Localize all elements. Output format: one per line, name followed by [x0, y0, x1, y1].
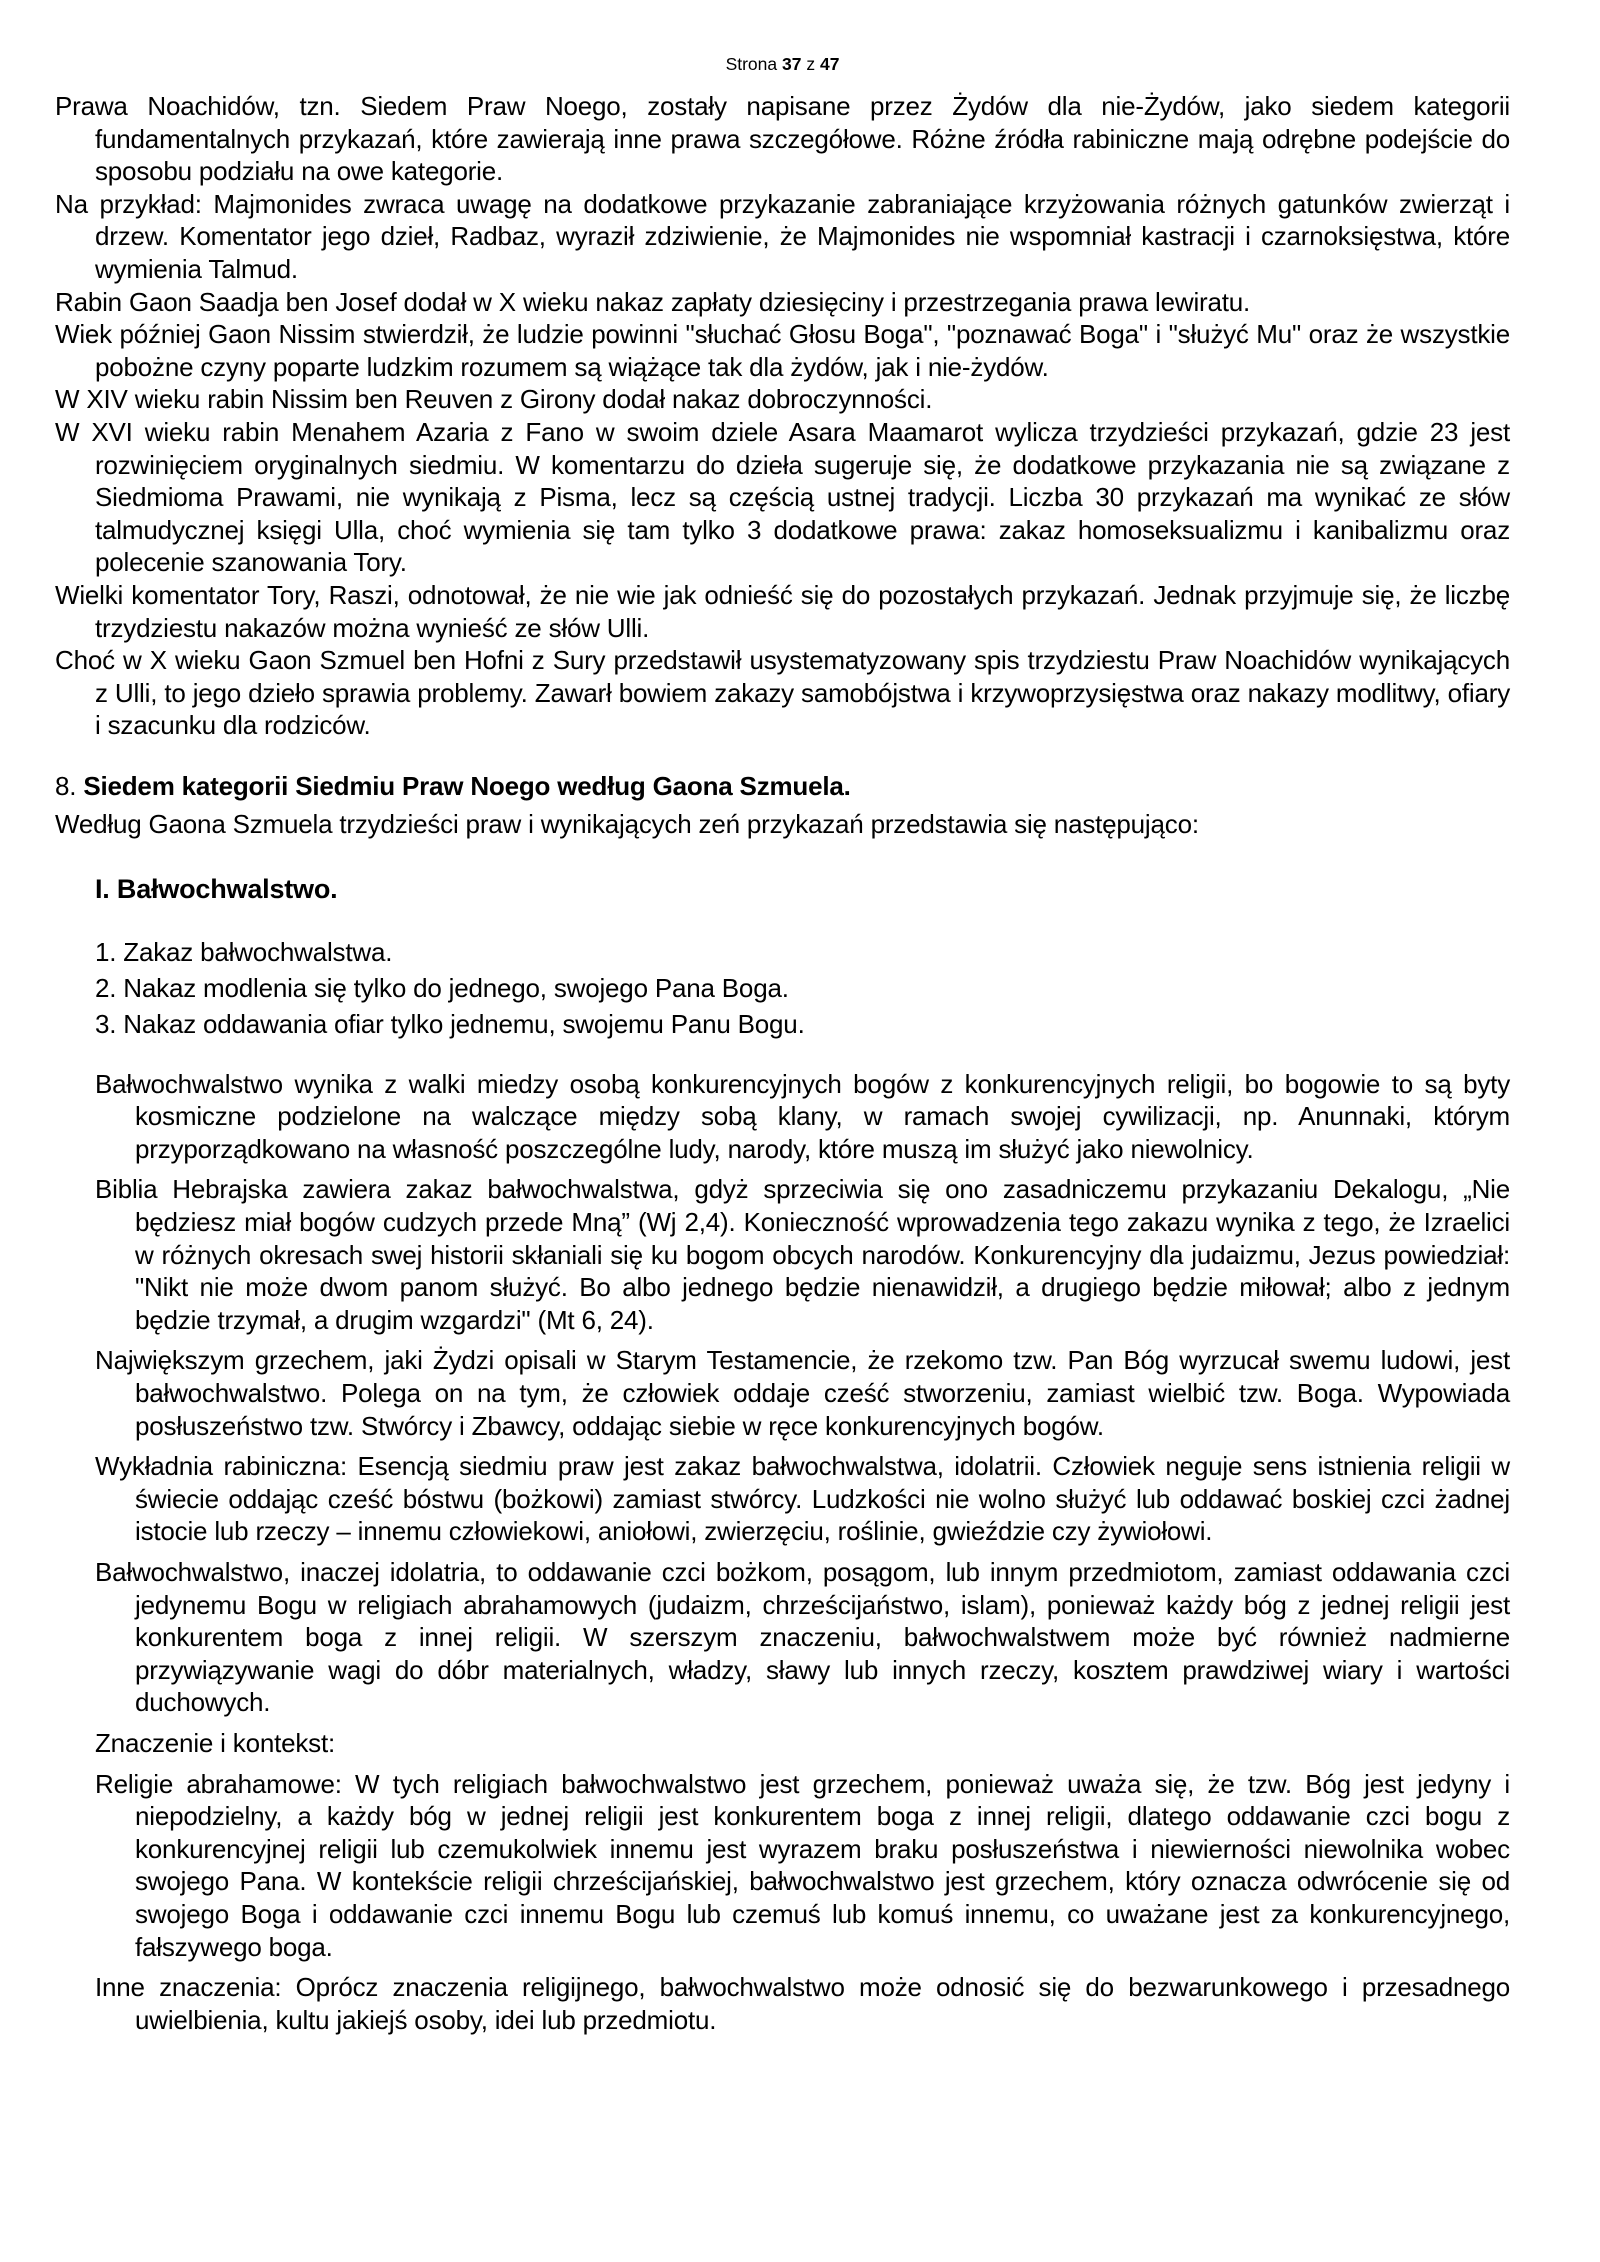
document-body — [55, 90, 1510, 2036]
section-heading — [55, 770, 1510, 803]
rule-item: 2. Nakaz modlenia się tylko do jednego, swojego Pana Boga. — [95, 972, 789, 1003]
intro-paragraph: Rabin Gaon Saadja ben Josef dodał w X wieku nakaz zapłaty dziesięciny i przestrzegania prawa lewiratu. — [55, 286, 1251, 317]
intro-paragraph: Na przykład: Majmonides zwraca uwagę na dodatkowe przykazanie zabraniające krzyżowania różnych gatunków zwierząt i drzew. Komentator jego dzieł, Radbaz, wyraził zdziwienie, że Majmonides nie wspomniał kastracji i czarnoksięstwa, które wymienia Talmud. — [55, 188, 1510, 284]
page-number: 37 — [782, 54, 802, 74]
page-header-prefix: Strona — [725, 54, 778, 74]
rule-item: 1. Zakaz bałwochwalstwa. — [95, 936, 393, 967]
intro-paragraph: W XVI wieku rabin Menahem Azaria z Fano w swoim dziele Asara Maamarot wylicza trzydzieści przykazań, gdzie 23 jest rozwinięciem oryginalnych siedmiu. W komentarzu do dzieła sugeruje się, że dodatkowe przykazania nie są związane z Siedmioma Prawami, nie wynikają z Pisma, lecz są częścią ustnej tradycji. Liczba 30 przykazań ma wynikać ze słów talmudycznej księgi Ulla, choć wymienia się tam tylko 3 dodatkowe prawa: zakaz homoseksualizmu i kanibalizmu oraz polecenie szanowania Tory. — [55, 416, 1510, 578]
intro-paragraph: Choć w X wieku Gaon Szmuel ben Hofni z Sury przedstawił usystematyzowany spis trzydziestu Praw Noachidów wynikających z Ulli, to jego dzieło sprawia problemy. Zawarł bowiem zakazy samobójstwa i krzywoprzysięstwa oraz nakazy modlitwy, ofiary i szacunku dla rodziców. — [55, 645, 1510, 741]
section-number: 8. — [55, 770, 77, 801]
page-header — [55, 54, 1510, 74]
intro-paragraph: Prawa Noachidów, tzn. Siedem Praw Noego, zostały napisane przez Żydów dla nie-Żydów, jako siedem kategorii fundamentalnych przykazań, które zawierają inne prawa szczegółowe. Różne źródła rabiniczne mają odrębne podejście do sposobu podziału na owe kategorie. — [55, 91, 1510, 187]
paragraph: Znaczenie i kontekst: — [95, 1727, 336, 1758]
page-total: 47 — [819, 54, 840, 74]
paragraph: Religie abrahamowe: W tych religiach bałwochwalstwo jest grzechem, ponieważ uważa się, że tzw. Bóg jest jedyny i niepodzielny, a każdy bóg w jednej religii jest konkurentem boga z innej religii, dlatego oddawanie czci bogu z konkurencyjnej religii lub czemukolwiek innemu jest wyrazem braku posłuszeństwa i niewierności niewolnika wobec swojego Pana. W kontekście religii chrześcijańskiej, bałwochwalstwo jest grzechem, który oznacza odwrócenie się od swojego Boga i oddawanie czci innemu Bogu lub czemuś lub komuś innemu, co uważane jest za konkurencyjnego, fałszywego boga. — [95, 1768, 1510, 1962]
rule-item: 3. Nakaz oddawania ofiar tylko jednemu, swojemu Panu Bogu. — [95, 1008, 805, 1039]
subsection-body — [95, 1068, 1510, 2037]
intro-paragraph: W XIV wieku rabin Nissim ben Reuven z Girony dodał nakaz dobroczynności. — [55, 384, 933, 415]
rules-list — [95, 934, 1510, 1042]
paragraph: Inne znaczenia: Oprócz znaczenia religijnego, bałwochwalstwo może odnosić się do bezwarunkowego i przesadnego uwielbienia, kultu jakiejś osoby, idei lub przedmiotu. — [95, 1972, 1510, 2035]
paragraph: Wykładnia rabiniczna: Esencją siedmiu praw jest zakaz bałwochwalstwa, idolatrii. Człowiek neguje sens istnienia religii w świecie oddając cześć bóstwu (bożkowi) zamiast stwórcy. Ludzkości nie wolno służyć lub oddawać boskiej czci żadnej istocie lub rzeczy – innemu człowiekowi, aniołowi, zwierzęciu, roślinie, gwieździe czy żywiołowi. — [95, 1451, 1510, 1547]
paragraph: Bałwochwalstwo wynika z walki miedzy osobą konkurencyjnych bogów z konkurencyjnych religii, bo bogowie to są byty kosmiczne podzielone na walczące między sobą klany, w ramach swojej cywilizacji, np. Anunnaki, którym przyporządkowano na własność poszczególne ludy, narody, które muszą im służyć jako niewolnicy. — [95, 1068, 1510, 1164]
section-title: Siedem kategorii Siedmiu Praw Noego według Gaona Szmuela. — [83, 770, 851, 801]
subsection-heading: I. Bałwochwalstwo. — [95, 874, 338, 905]
intro-paragraph: Wiek później Gaon Nissim stwierdził, że ludzie powinni "słuchać Głosu Boga", "poznawać Boga" i "służyć Mu" oraz że wszystkie pobożne czyny poparte ludzkim rozumem są wiążące tak dla żydów, jak i nie-żydów. — [55, 319, 1510, 382]
paragraph: Bałwochwalstwo, inaczej idolatria, to oddawanie czci bożkom, posągom, lub innym przedmiotom, zamiast oddawania czci jedynemu Bogu w religiach abrahamowych (judaizm, chrześcijaństwo, islam), ponieważ każdy bóg z jednej religii jest konkurentem boga z innej religii. W szerszym znaczeniu, bałwochwalstwem może być również nadmierne przywiązywanie wagi do dóbr materialnych, władzy, sławy lub innych rzeczy, kosztem prawdziwej wiary i wartości duchowych. — [95, 1556, 1510, 1718]
intro-paragraph: Wielki komentator Tory, Raszi, odnotował, że nie wie jak odnieść się do pozostałych przykazań. Jednak przyjmuje się, że liczbę trzydziestu nakazów można wynieść ze słów Ulli. — [55, 579, 1510, 643]
page-header-separator: z — [806, 54, 816, 74]
section-lead: Według Gaona Szmuela trzydzieści praw i wynikających zeń przykazań przedstawia się następująco: — [55, 809, 1199, 840]
paragraph: Biblia Hebrajska zawiera zakaz bałwochwalstwa, gdyż sprzeciwia się ono zasadniczemu przykazaniu Dekalogu, „Nie będziesz miał bogów cudzych przede Mną” (Wj 2,4). Konieczność wprowadzenia tego zakazu wynika z tego, że Izraelici w różnych okresach swej historii skłaniali się ku bogom obcych narodów. Konkurencyjny dla judaizmu, Jezus powiedział: "Nikt nie może dwom panom służyć. Bo albo jednego będzie nienawidził, a drugiego będzie miłował; albo z jednym będzie trzymał, a drugim wzgardzi" (Mt 6, 24). — [95, 1174, 1510, 1335]
paragraph: Największym grzechem, jaki Żydzi opisali w Starym Testamencie, że rzekomo tzw. Pan Bóg wyrzucał swemu ludowi, jest bałwochwalstwo. Polega on na tym, że człowiek oddaje cześć stworzeniu, zamiast wielbić tzw. Boga. Wypowiada posłuszeństwo tzw. Stwórcy i Zbawcy, oddając siebie w ręce konkurencyjnych bogów. — [95, 1345, 1510, 1441]
